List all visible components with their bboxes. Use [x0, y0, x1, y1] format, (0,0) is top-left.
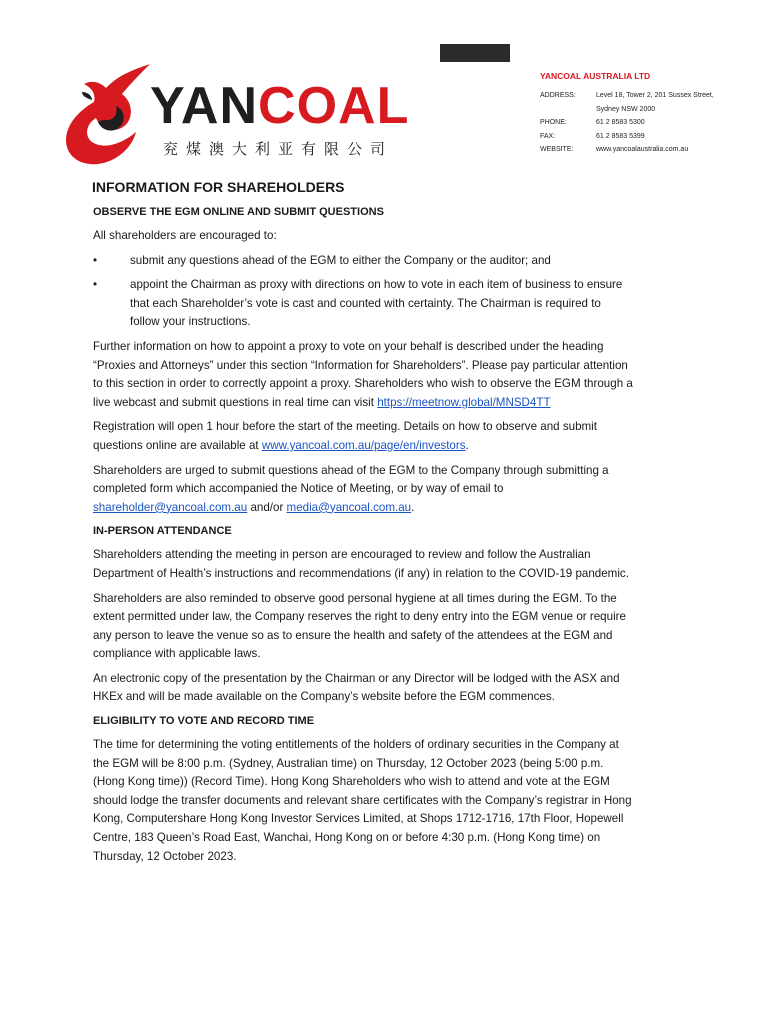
flame-icon — [62, 62, 157, 167]
website-label: WEBSITE: — [540, 146, 574, 153]
questions-paragraph — [93, 462, 633, 518]
shareholder-email-link[interactable]: shareholder@yancoal.com.au — [93, 500, 248, 514]
investors-link[interactable]: www.yancoal.com.au/page/en/investors — [261, 438, 466, 452]
fax-value: 61 2 8583 5399 — [596, 132, 645, 140]
registration-end: . — [465, 438, 469, 452]
address-line2: Sydney NSW 2000 — [596, 105, 656, 113]
fax-label: FAX: — [540, 132, 556, 140]
header-dark-bar — [440, 44, 510, 62]
meetnow-link[interactable]: https://meetnow.global/MNSD4TT — [377, 395, 551, 409]
intro-paragraph: All shareholders are encouraged to: — [93, 229, 277, 242]
address-label: ADDRESS: — [540, 92, 576, 99]
list-item-text: submit any questions ahead of the EGM to either the Company or the auditor; and — [130, 253, 551, 267]
registration-paragraph — [93, 418, 633, 455]
section-heading-eligibility: ELIGIBILITY TO VOTE AND RECORD TIME — [93, 715, 315, 728]
section-heading-observe-online: OBSERVE THE EGM ONLINE AND SUBMIT QUESTIONS — [93, 206, 384, 218]
proxy-info-paragraph — [93, 338, 633, 412]
phone-row — [540, 116, 760, 130]
proxy-info-text: Further information on how to appoint a proxy to vote on your behalf is described under the heading “Proxies and Attorneys” under this section “Information for Shareholders”. Please pay particular attention to this section in order to correctly appoint a proxy. Shareholders who wish to observe the EGM through a live webcast and submit questions in real time can visit — [93, 339, 633, 409]
page-title: INFORMATION FOR SHAREHOLDERS — [92, 179, 345, 195]
covid-paragraph: Shareholders attending the meeting in person are encouraged to review and follow the Australian Department of Health’s instructions and recommendations (if any) in relation to the COVID-19 pandemic. — [93, 548, 629, 580]
hygiene-paragraph: Shareholders are also reminded to observe good personal hygiene at all times during the EGM. To the extent permitted under law, the Company reserves the right to deny entry into the EGM venue or require any person to leave the venue so as to ensure the health and safety of the attendees at the EGM and compliance with applicable laws. — [93, 591, 626, 661]
logo-word-dark: YAN — [150, 77, 259, 135]
section-heading-in-person: IN-PERSON ATTENDANCE — [93, 525, 232, 538]
company-contact-block — [540, 71, 760, 157]
list-item — [93, 276, 633, 332]
logo-wordmark — [150, 77, 410, 135]
questions-mid: and/or — [250, 500, 284, 514]
logo-word-red: COAL — [258, 77, 410, 135]
phone-label: PHONE: — [540, 119, 567, 126]
phone-value: 61 2 8583 5300 — [596, 119, 645, 126]
record-time-paragraph: The time for determining the voting entitlements of the holders of ordinary securities in the Company at the EGM will be 8:00 p.m. (Sydney, Australian time) on Thursday, 12 October 2023 (being 5:00 p.m. (Hong Kong time)) (Record Time). Hong Kong Shareholders who wish to attend and vote at the EGM should lodge the transfer documents and relevant share certificates with the Company’s registrar in Hong Kong, Computershare Hong Kong Investor Services Limited, at Shops 1712-1716, 17th Floor, Hopewell Centre, 183 Queen’s Road East, Wanchai, Hong Kong on or before 4:30 p.m. (Hong Kong time) on Thursday, 12 October 2023. — [93, 738, 632, 863]
bullet-marker: • — [93, 253, 98, 267]
presentation-paragraph: An electronic copy of the presentation by the Chairman or any Director will be lodged with the ASX and HKEx and will be made available on the Company’s website before the EGM commences. — [93, 671, 620, 704]
encouraged-actions-list — [93, 252, 633, 332]
bullet-marker: • — [93, 278, 98, 292]
list-item — [93, 252, 633, 271]
address-value — [596, 89, 760, 116]
address-row — [540, 89, 760, 116]
document-body — [93, 178, 633, 872]
questions-end: . — [411, 500, 415, 514]
website-value: www.yancoalaustralia.com.au — [596, 146, 689, 153]
registration-text: Registration will open 1 hour before the start of the meeting. Details on how to observe and submit questions online are available at — [93, 420, 597, 452]
list-item-text: appoint the Chairman as proxy with directions on how to vote in each item of business to ensure that each Shareholder’s vote is cast and counted with certainty. The Chairman is required to follow your instructions. — [130, 278, 623, 329]
company-name: YANCOAL AUSTRALIA LTD — [540, 71, 651, 81]
questions-text: Shareholders are urged to submit questions ahead of the EGM to the Company through submitting a completed form which accompanied the Notice of Meeting, or by way of email to — [93, 463, 609, 496]
logo-chinese-name: 兖煤澳大利亚有限公司 — [163, 140, 394, 158]
fax-row — [540, 130, 760, 144]
website-row — [540, 143, 760, 157]
address-line1: Level 18, Tower 2, 201 Sussex Street, — [596, 92, 714, 99]
media-email-link[interactable]: media@yancoal.com.au — [286, 500, 412, 514]
